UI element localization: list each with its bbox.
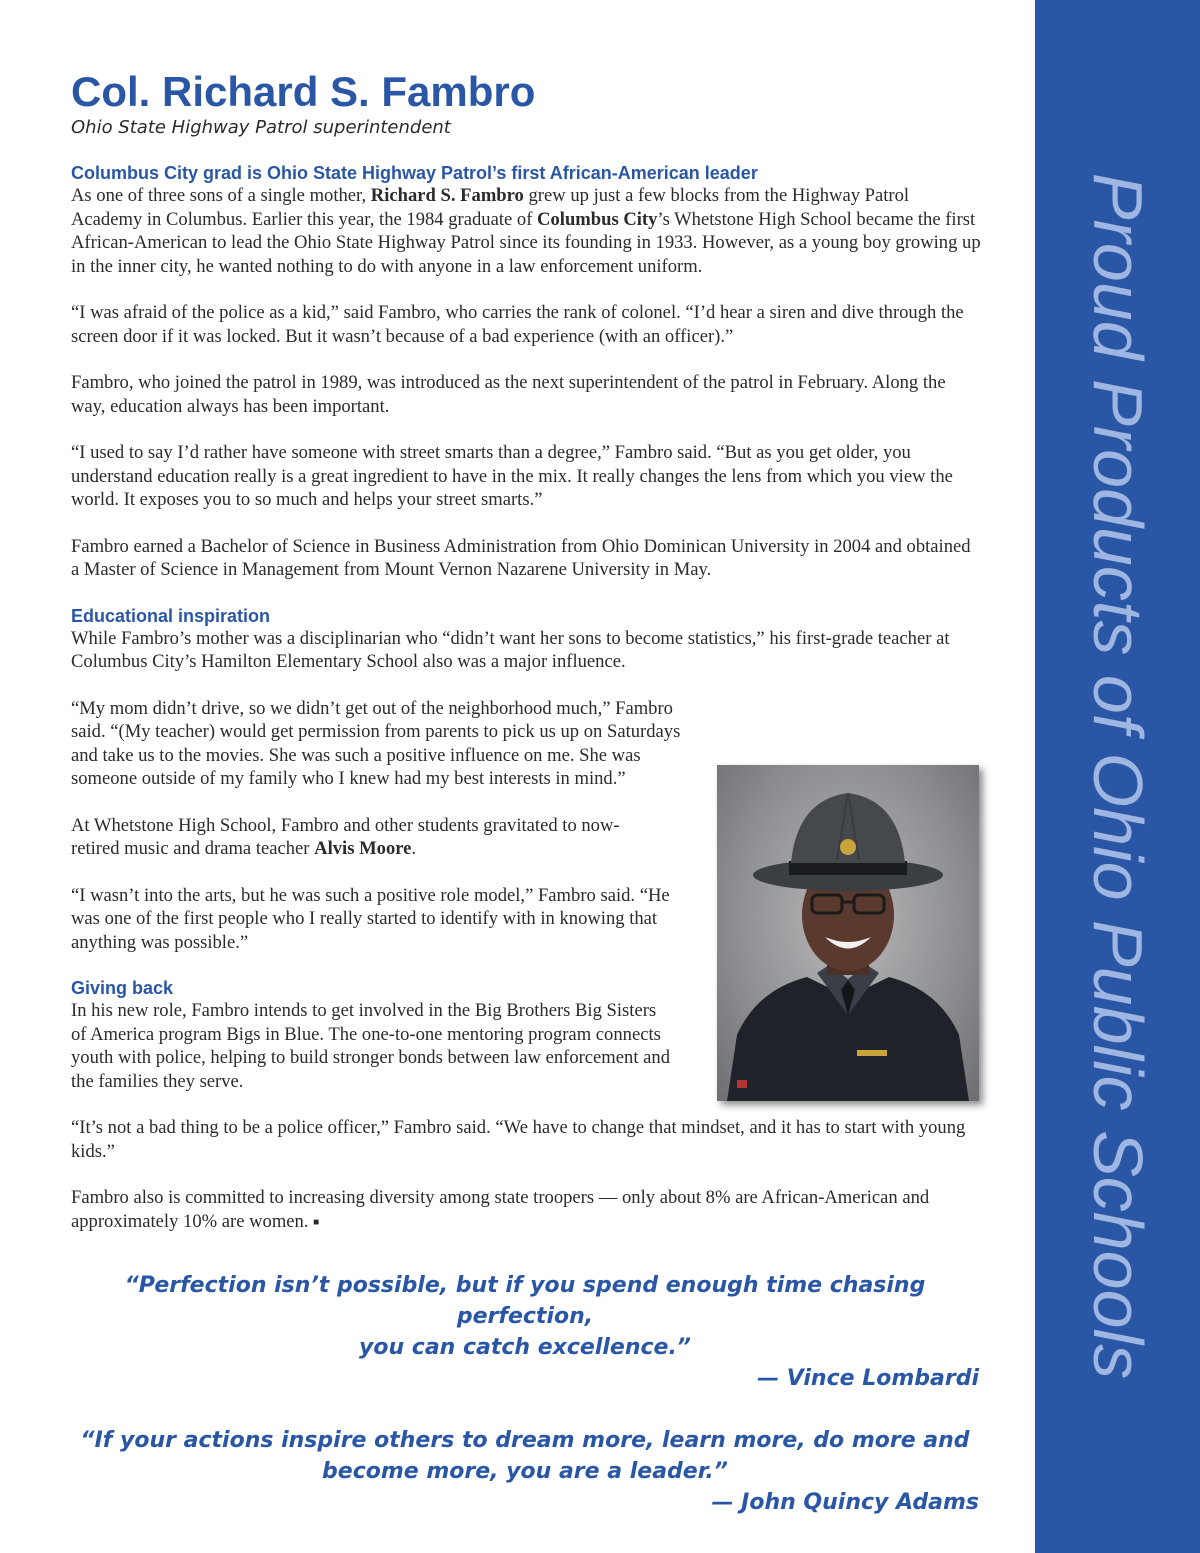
sidebar-title: Proud Products of Ohio Public Schools	[1078, 172, 1157, 1380]
portrait-illustration	[717, 765, 979, 1101]
section-heading-intro: Columbus City grad is Ohio State Highway Patrol’s first African-American leader	[71, 163, 758, 183]
page-title: Col. Richard S. Fambro	[71, 68, 536, 115]
paragraph: Fambro earned a Bachelor of Science in Business Administration from Ohio Dominican University in 2004 and obtained a Master of Science in Management from Mount Vernon Nazarene University in May.	[71, 535, 971, 580]
section-heading-giving-back: Giving back	[71, 978, 174, 998]
paragraph: As one of three sons of a single mother, Richard S. Fambro grew up just a few blocks from the Highway Patrol Academy in Columbus. Earlier this year, the 1984 graduate of Columbus City’s Whetstone High School became the first African-American to lead the Ohio State Highway Patrol since its founding in 1933. However, as a young boy growing up in the inner city, he wanted nothing to do with anyone in a law enforcement uniform.	[71, 185, 981, 277]
quote-lombardi: “Perfection isn’t possible, but if you spend enough time chasing perfection, you can catch excellence.”	[124, 1273, 926, 1360]
portrait-photo	[717, 765, 979, 1101]
paragraph: “I used to say I’d rather have someone with street smarts than a degree,” Fambro said. “But as you get older, you understand education really is a great ingredient to have in the mix. It really changes the lens from which you view the world. It exposes you to so much and helps your street smarts.”	[71, 442, 953, 510]
paragraph: While Fambro’s mother was a disciplinarian who “didn’t want her sons to become statistics,” his first-grade teacher at Columbus City’s Hamilton Elementary School also was a major influence.	[71, 627, 950, 672]
section-heading-educational-inspiration: Educational inspiration	[71, 605, 271, 626]
quote-author: — John Quincy Adams	[711, 1490, 979, 1515]
quote-adams: “If your actions inspire others to dream more, learn more, do more and become more, you are a leader.”	[80, 1428, 970, 1484]
end-mark: ■	[313, 1216, 320, 1228]
page-subtitle: Ohio State Highway Patrol superintendent	[71, 117, 451, 138]
paragraph: “My mom didn’t drive, so we didn’t get out of the neighborhood much,” Fambro said. “(My teacher) would get permission from parents to pick us up on Saturdays and take us to the movies. She was such a positive influence on me. She was someone outside of my family who I knew had my best interests in mind.”	[71, 697, 681, 789]
paragraph: Fambro also is committed to increasing diversity among state troopers — only about 8% are African-American and approximately 10% are women. ■	[71, 1187, 930, 1232]
paragraph: At Whetstone High School, Fambro and other students gravitated to now-retired music and drama teacher Alvis Moore.	[71, 814, 620, 859]
paragraph: “I was afraid of the police as a kid,” said Fambro, who carries the rank of colonel. “I’d hear a siren and dive through the screen door if it was locked. But it wasn’t because of a bad experience (with an officer).”	[71, 302, 964, 347]
paragraph: “I wasn’t into the arts, but he was such a positive role model,” Fambro said. “He was one of the first people who I really started to identify with in knowing that anything was possible.”	[71, 884, 670, 953]
sidebar-banner	[1035, 0, 1200, 1553]
quotes-block	[71, 1270, 979, 1518]
paragraph: In his new role, Fambro intends to get involved in the Big Brothers Big Sisters of America program Bigs in Blue. The one-to-one mentoring program connects youth with police, helping to build stronger bonds between law enforcement and the families they serve.	[71, 1000, 670, 1092]
paragraph: “It’s not a bad thing to be a police officer,” Fambro said. “We have to change that mindset, and it has to start with young kids.”	[71, 1117, 966, 1162]
paragraph: Fambro, who joined the patrol in 1989, was introduced as the next superintendent of the patrol in February. Along the way, education always has been important.	[71, 372, 946, 417]
quote-author: — Vince Lombardi	[757, 1366, 979, 1391]
